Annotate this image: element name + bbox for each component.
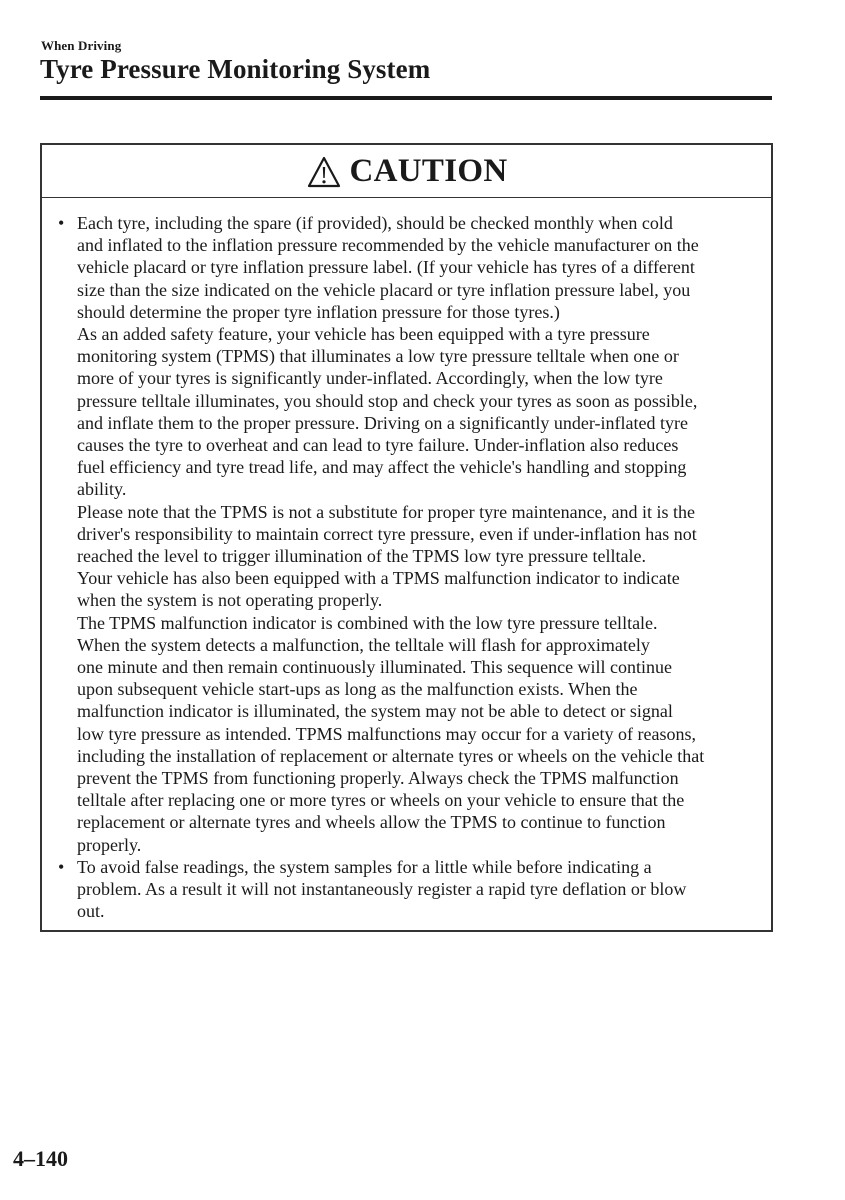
bullet-item-1 <box>58 212 763 856</box>
bullet-item-2 <box>58 856 763 923</box>
bullet-dot: • <box>58 213 65 233</box>
paragraph: The TPMS malfunction indicator is combined with the low tyre pressure telltale. When the system detects a malfunction, the telltale will flash for approximately one minute and then remain continuously illuminated. This sequence will continue upon subsequent vehicle start-ups as long as the malfunction exists. When the malfunction indicator is illuminated, the system may not be able to detect or signal low tyre pressure as intended. TPMS malfunctions may occur for a variety of reasons, including the installation of replacement or alternate tyres or wheels on the vehicle that prevent the TPMS from functioning properly. Always check the TPMS malfunction telltale after replacing one or more tyres or wheels on your vehicle to ensure that the replacement or alternate tyres and wheels allow the TPMS to continue to function properly. <box>77 612 705 855</box>
paragraph: As an added safety feature, your vehicle has been equipped with a tyre pressure monitoring system (TPMS) that illuminates a low tyre pressure telltale when one or more of your tyres is significantly under-inflated. Accordingly, when the low tyre pressure telltale illuminates, you should stop and check your tyres as soon as possible, and inflate them to the proper pressure. Driving on a significantly under-inflated tyre causes the tyre to overheat and can lead to tyre failure. Under-inflation also reduces fuel efficiency and tyre tread life, and may affect the vehicle's handling and stopping ability. <box>77 324 698 500</box>
section-label: When Driving <box>41 38 122 53</box>
page-title: Tyre Pressure Monitoring System <box>40 54 431 84</box>
caution-title: CAUTION <box>349 152 508 189</box>
title-rule <box>40 96 772 100</box>
paragraph: Please note that the TPMS is not a substitute for proper tyre maintenance, and it is the driver's responsibility to maintain correct tyre pressure, even if under-inflation has not reached the level to trigger illumination of the TPMS low tyre pressure telltale. <box>77 501 697 567</box>
warning-triangle-icon <box>306 155 342 189</box>
caution-header <box>42 145 771 198</box>
paragraph: Your vehicle has also been equipped with a TPMS malfunction indicator to indicate when the system is not operating properly. <box>77 568 680 611</box>
paragraph: Each tyre, including the spare (if provided), should be checked monthly when cold and inflated to the inflation pressure recommended by the vehicle manufacturer on the vehicle placard or tyre inflation pressure label. (If your vehicle has tyres of a different size than the size indicated on the vehicle placard or tyre inflation pressure label, you should determine the proper tyre inflation pressure for those tyres.) <box>77 213 699 322</box>
caution-body <box>42 198 771 923</box>
paragraph: To avoid false readings, the system samples for a little while before indicating a problem. As a result it will not instantaneously register a rapid tyre deflation or blow out. <box>77 856 687 922</box>
page-number: 4–140 <box>13 1146 68 1171</box>
caution-box <box>40 143 773 932</box>
bullet-dot: • <box>58 856 65 877</box>
